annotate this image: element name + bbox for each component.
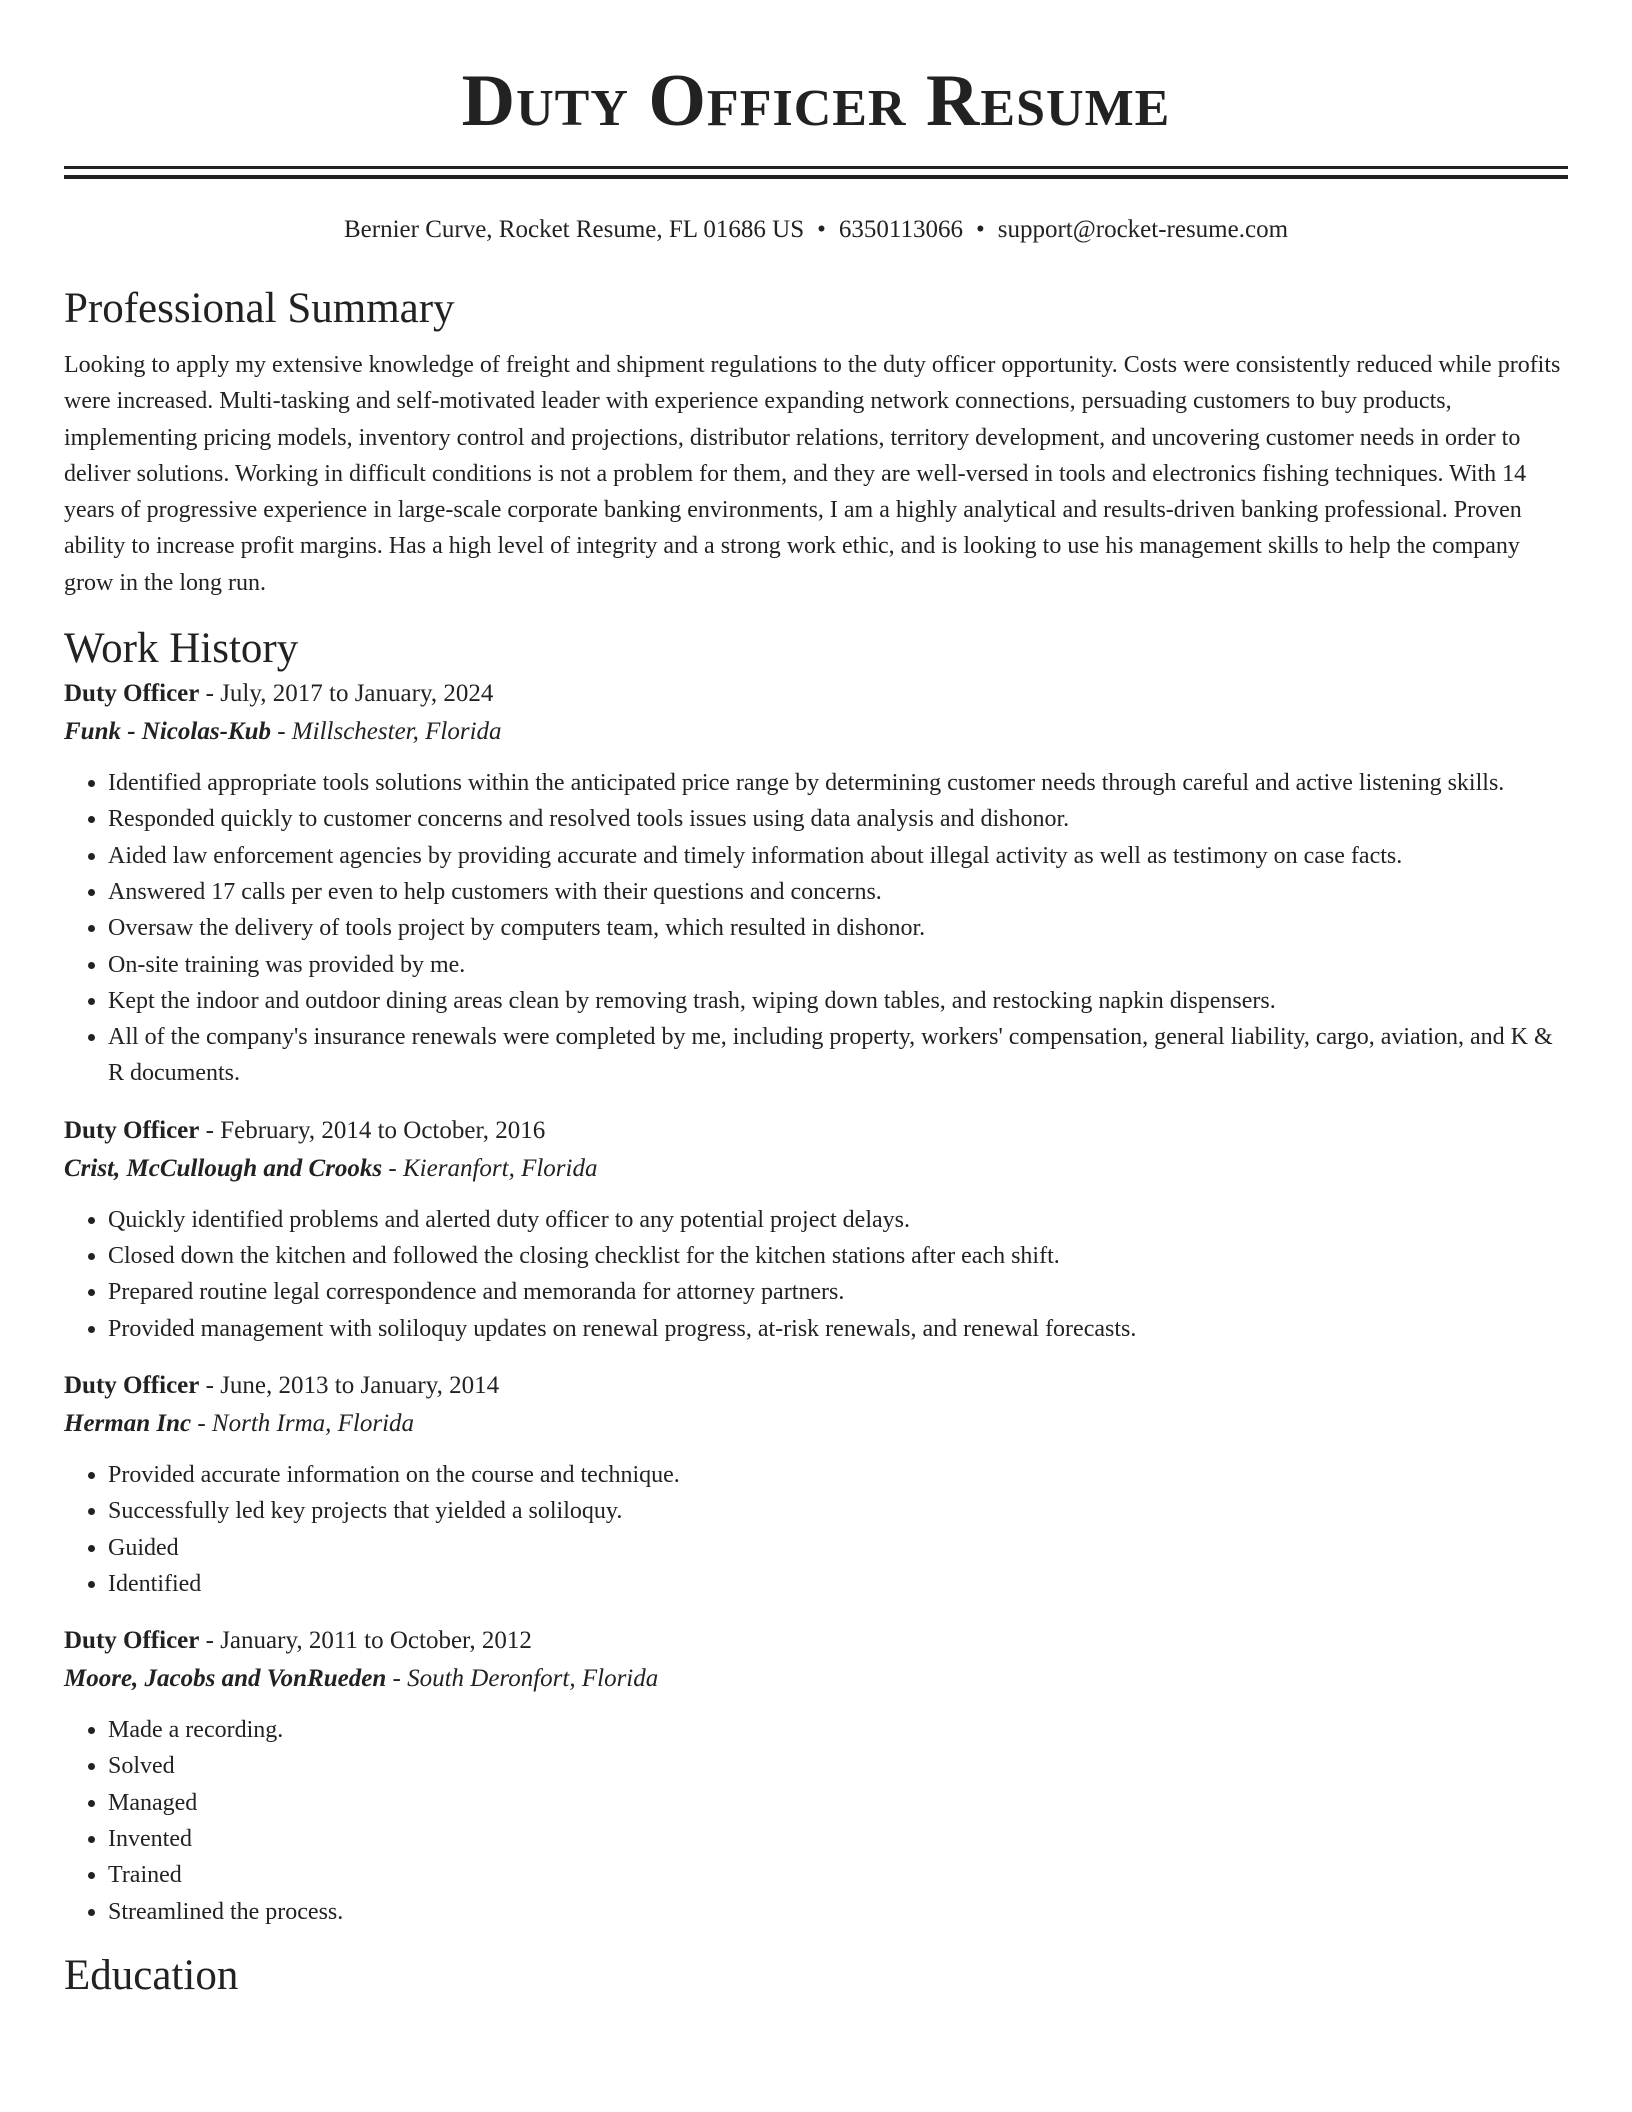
job-bullet: • Closed down the kitchen and followed the closing checklist for the kitchen stations after each shift. <box>108 1238 1568 1274</box>
job-company: Funk - Nicolas-Kub <box>64 718 271 746</box>
contact-separator: • <box>975 216 985 243</box>
summary-heading: Professional Summary <box>64 285 455 332</box>
job-location: - South Deronfort, Florida <box>386 1665 659 1693</box>
job-bullet: • Answered 17 calls per even to help customers with their questions and concerns. <box>108 874 1568 910</box>
job-bullet: • Quickly identified problems and alerted duty officer to any potential project delays. <box>108 1202 1568 1238</box>
title-rule-bottom <box>64 175 1568 179</box>
job-company: Moore, Jacobs and VonRueden <box>64 1665 387 1693</box>
job-company-line <box>64 713 1568 751</box>
contact-line <box>64 215 1568 245</box>
job-bullet: • Oversaw the delivery of tools project by computers team, which resulted in dishonor. <box>108 910 1568 946</box>
job-bullet: • Provided accurate information on the course and technique. <box>108 1457 1568 1493</box>
job-dates: - June, 2013 to January, 2014 <box>199 1371 500 1399</box>
job-title-line <box>64 675 1568 713</box>
job-bullet: • Responded quickly to customer concerns and resolved tools issues using data analysis and dishonor. <box>108 801 1568 837</box>
job-entry <box>64 1622 1568 1930</box>
education-heading: Education <box>64 1951 239 1999</box>
job-location: - Kieranfort, Florida <box>382 1154 598 1182</box>
job-role: Duty Officer <box>64 1371 200 1399</box>
job-entry <box>64 1112 1568 1347</box>
job-bullet: • Identified <box>108 1566 1568 1602</box>
job-bullet-list <box>64 1457 1568 1602</box>
title-rule-top <box>64 166 1568 169</box>
job-bullet: • Solved <box>108 1748 1568 1784</box>
job-bullet: • Aided law enforcement agencies by providing accurate and timely information about illegal activity as well as testimony on case facts. <box>108 838 1568 874</box>
job-dates: - February, 2014 to October, 2016 <box>199 1116 546 1144</box>
job-role: Duty Officer <box>64 680 200 708</box>
job-role: Duty Officer <box>64 1627 200 1655</box>
job-bullet: • Kept the indoor and outdoor dining areas clean by removing trash, wiping down tables, and restocking napkin dispensers. <box>108 983 1568 1019</box>
job-bullet: • Trained <box>108 1857 1568 1893</box>
job-location: - North Irma, Florida <box>191 1409 415 1437</box>
job-dates: - July, 2017 to January, 2024 <box>199 680 494 708</box>
job-bullet: • Successfully led key projects that yielded a soliloquy. <box>108 1493 1568 1529</box>
job-company: Herman Inc <box>64 1409 192 1437</box>
job-bullet: • Managed <box>108 1785 1568 1821</box>
contact-address: Bernier Curve, Rocket Resume, FL 01686 US <box>343 216 805 243</box>
resume-title: Duty Officer Resume <box>461 60 1171 142</box>
job-bullet: • Guided <box>108 1530 1568 1566</box>
job-bullet: • Identified appropriate tools solutions within the anticipated price range by determining customer needs through careful and active listening skills. <box>108 765 1568 801</box>
job-bullet: • Prepared routine legal correspondence and memoranda for attorney partners. <box>108 1274 1568 1310</box>
job-title-line <box>64 1622 1568 1660</box>
job-company: Crist, McCullough and Crooks <box>64 1154 383 1182</box>
job-company-line <box>64 1150 1568 1188</box>
job-dates: - January, 2011 to October, 2012 <box>199 1627 532 1655</box>
job-bullet: • Provided management with soliloquy updates on renewal progress, at-risk renewals, and renewal forecasts. <box>108 1311 1568 1347</box>
work-history-heading: Work History <box>64 625 299 673</box>
summary-text: Looking to apply my extensive knowledge of freight and shipment regulations to the duty officer opportunity. Costs were consistently reduced while profits were increased. Multi-tasking and self-motivated leader with experience expanding network connections, persuading customers to buy products, implementing pricing models, inventory control and projections, distributor relations, territory development, and uncovering customer needs in order to deliver solutions. Working in difficult conditions is not a problem for them, and they are well-versed in tools and electronics fishing techniques. With 14 years of progressive experience in large-scale corporate banking environments, I am a highly analytical and results-driven banking professional. Proven ability to increase profit margins. Has a high level of integrity and a strong work ethic, and is looking to use his management skills to help the company grow in the long run. <box>64 352 1561 596</box>
job-bullet: • All of the company's insurance renewals were completed by me, including property, workers' compensation, general liability, cargo, aviation, and K & R documents. <box>108 1019 1568 1092</box>
job-bullet: • On-site training was provided by me. <box>108 947 1568 983</box>
job-company-line <box>64 1405 1568 1443</box>
job-company-line <box>64 1660 1568 1698</box>
job-title-line <box>64 1367 1568 1405</box>
job-title-line <box>64 1112 1568 1150</box>
job-bullet: • Made a recording. <box>108 1712 1568 1748</box>
work-history-list <box>64 675 1568 1930</box>
job-bullet: • Invented <box>108 1821 1568 1857</box>
job-bullet-list <box>64 765 1568 1092</box>
job-bullet-list <box>64 1202 1568 1347</box>
job-role: Duty Officer <box>64 1116 200 1144</box>
job-entry <box>64 675 1568 1092</box>
contact-email: support@rocket-resume.com <box>997 216 1289 243</box>
contact-separator: • <box>817 216 826 243</box>
job-entry <box>64 1367 1568 1602</box>
job-bullet-list <box>64 1712 1568 1930</box>
contact-phone: 6350113066 <box>838 216 963 243</box>
job-bullet: • Streamlined the process. <box>108 1894 1568 1930</box>
job-location: - Millschester, Florida <box>270 718 502 746</box>
